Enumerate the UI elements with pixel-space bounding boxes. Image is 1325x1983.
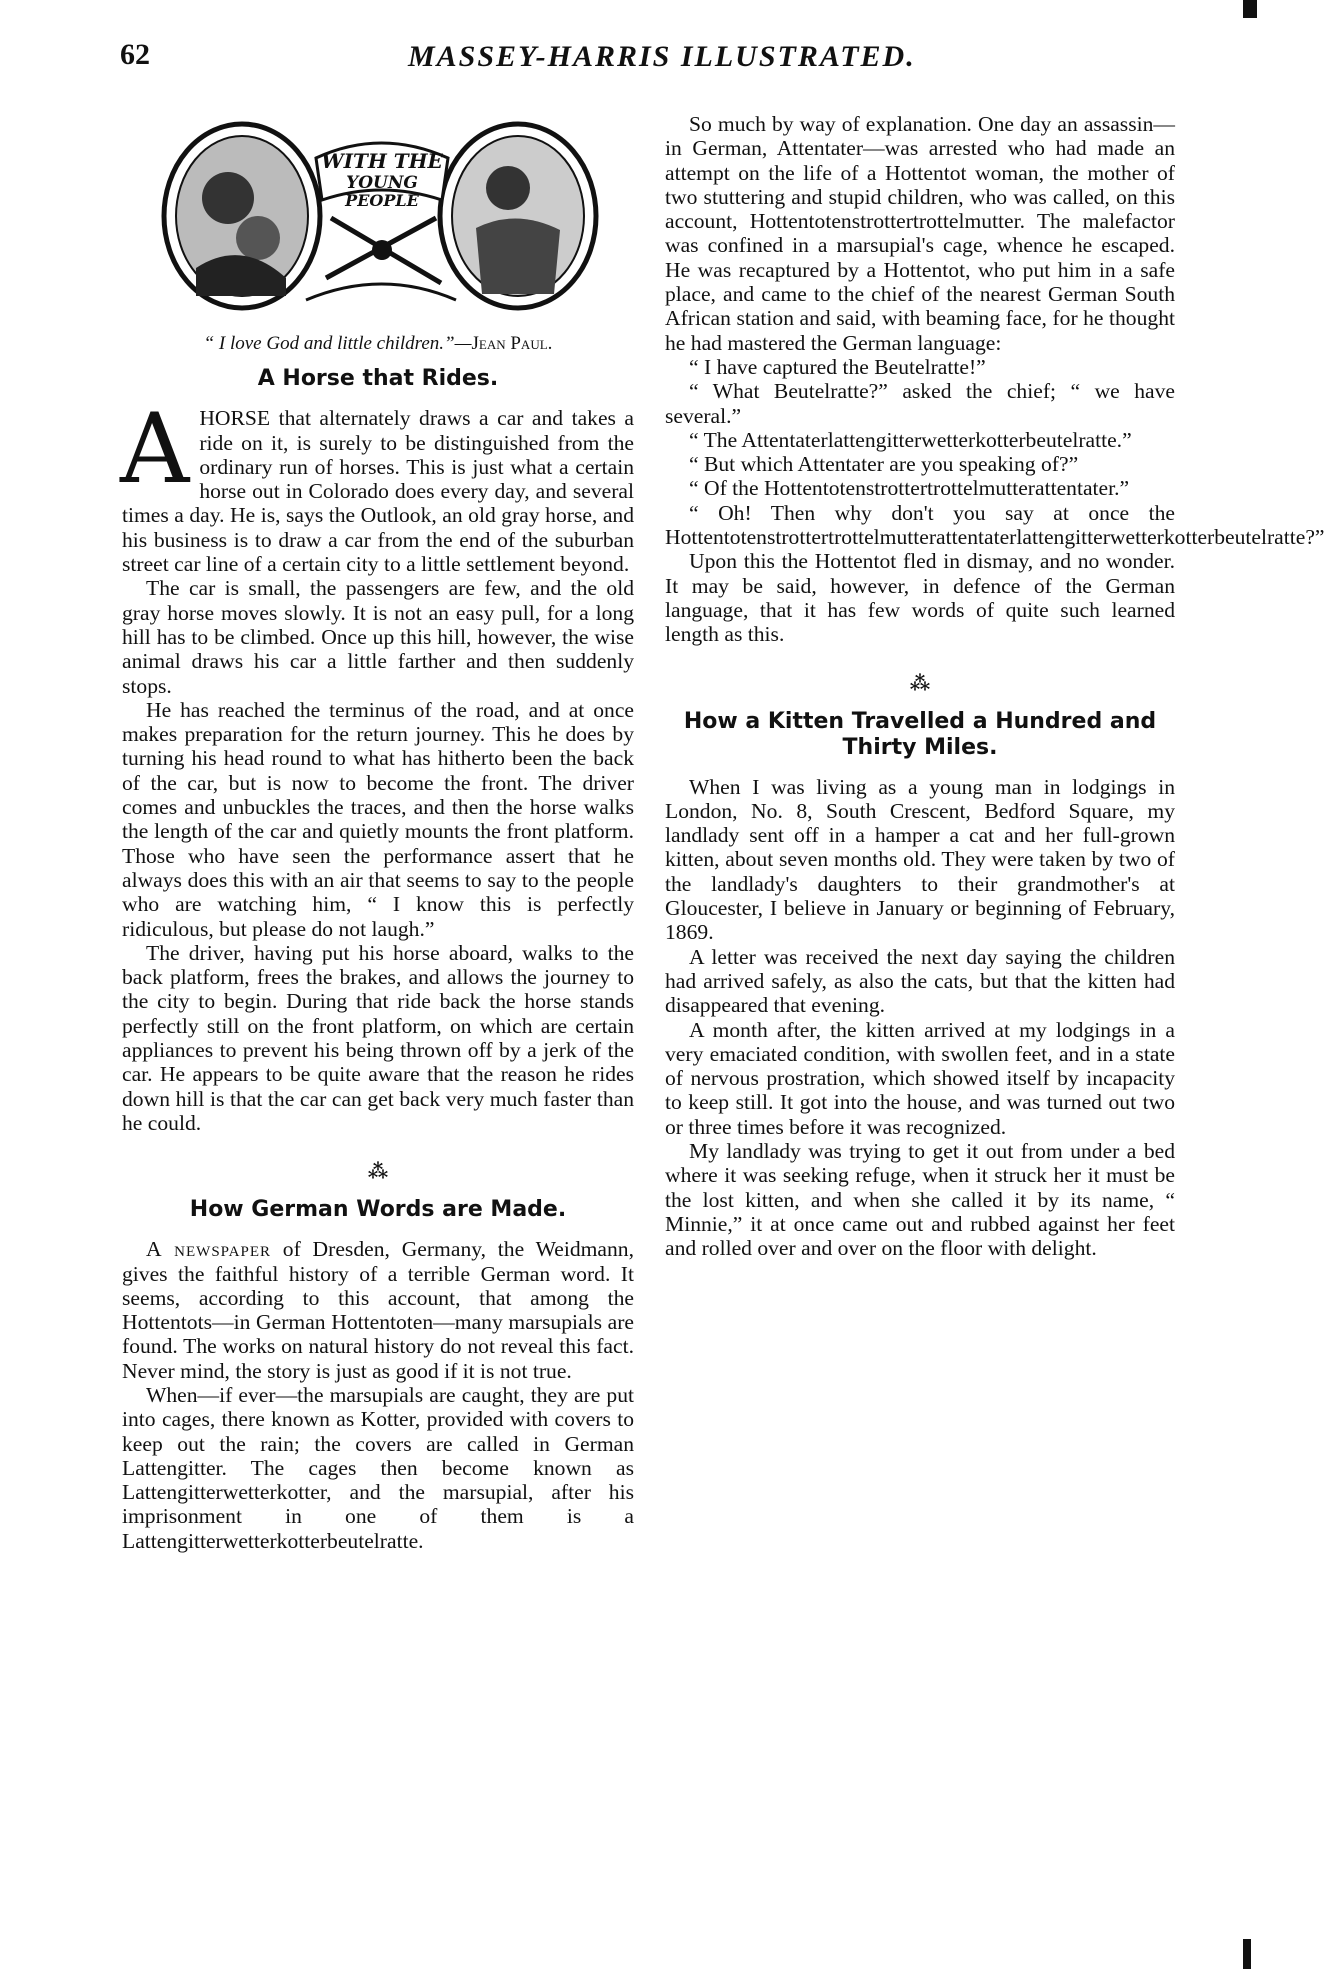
kitten-paragraph-2: A letter was received the next day saying the children had arrived safely, as also the cats, but that the kitten had disappeared that evening. <box>665 944 1175 1018</box>
running-title: MASSEY-HARRIS ILLUSTRATED. <box>408 40 916 73</box>
german-quote-3: “ The Attentaterlattengitterwetterkotterbeutelratte.” <box>689 427 1132 452</box>
left-column <box>122 108 634 1553</box>
horse-paragraph-2: The car is small, the passengers are few, and the old gray horse moves slowly. It is not an easy pull, for a long hill has to be climbed. Once up this hill, however, the wise animal draws his car a little farther and then suddenly stops. <box>122 576 634 698</box>
horse-paragraph-4: The driver, having put his horse aboard, walks to the back platform, frees the brakes, and allows the journey to the city to begin. During that ride back the horse stands perfectly still on the front platform, on which are certain appliances to prevent his being thrown off by a jerk of the car. He appears to be quite aware that the reason he rides down hill is that the car can get back very much faster than he could. <box>122 940 634 1135</box>
horse-paragraph-1 <box>120 393 634 577</box>
article-title-kitten: How a Kitten Travelled a Hundred and Thirty Miles. <box>683 708 1157 760</box>
kitten-paragraph-4: My landlady was trying to get it out from under a bed where it was seeking refuge, when it struck her it must be the lost kitten, and when she called it by its name, “ Minnie,” it at once came out and rubbed against her feet and rolled over and over on the floor with delight. <box>665 1138 1175 1261</box>
german-paragraph-1-text: of Dresden, Germany, the Weidmann, gives the faithful history of a terrible German word. It seems, according to this account, that among the Hottentots—in German Hottentoten—many marsupials are found. The works on natural history do not reveal this fact. Never mind, the story is just as good if it is not true. <box>122 1237 634 1383</box>
german-quote-2: “ What Beutelratte?” asked the chief; “ we have several.” <box>665 379 1175 428</box>
dropcap: A <box>120 393 190 506</box>
german-quote-5: “ Of the Hottentotenstrottertrottelmutterattentater.” <box>689 476 1130 501</box>
vignette-banner-line3: PEOPLE <box>345 191 419 210</box>
kitten-paragraph-1: When I was living as a young man in lodgings in London, No. 8, South Crescent, Bedford Square, my landlady sent off in a hamper a cat and her full-grown kitten, about seven months old. They were taken by two of the landlady's daughters to their grandmother's at Gloucester, I believe in January or beginning of February, 1869. <box>665 774 1175 945</box>
german-paragraph-1 <box>122 1237 634 1383</box>
german-paragraph-3: So much by way of explanation. One day an assassin—in German, Attentater—was arrested who had made an attempt on the life of a Hottentot woman, the mother of two stuttering and stupid children, who was called, on this account, Hottentotenstrottertrottelmutter. The malefactor was confined in a marsupial's cage, whence he escaped. He was recaptured by a Hottentot, who put him in a safe place, and came to the chief of the nearest German South African station and said, with beaming face, for he thought he had mastered the German language: <box>665 112 1175 355</box>
motto <box>122 332 634 356</box>
german-paragraph-2: When—if ever—the marsupials are caught, they are put into cages, there known as Kotter, provided with covers to keep out the rain; the covers are called in German Lattengitter. The cages then become known as Lattengitterwetterkotter, and the marsupial, after his imprisonment in one of them is a Lattengitterwetterkotterbeutelratte. <box>122 1382 634 1553</box>
section-ornament-2: ⁂ <box>909 672 931 695</box>
article-title-horse: A Horse that Rides. <box>257 366 499 392</box>
kitten-paragraph-3: A month after, the kitten arrived at my lodgings in a very emaciated condition, with swollen feet, and in a state of nervous prostration, which showed itself by incapacity to keep still. It got into the house, and was turned out two or three times before it was recognized. <box>665 1017 1175 1139</box>
german-quote-4: “ But which Attentater are you speaking of?” <box>689 452 1079 477</box>
scan-edge-mark <box>1243 0 1257 18</box>
german-paragraph-4: Upon this the Hottentot fled in dismay, and no wonder. It may be said, however, in defence of the German language, that it has few words of quite such learned length as this. <box>665 549 1175 647</box>
motto-author: Jean Paul. <box>471 333 553 354</box>
section-ornament: ⁂ <box>367 1161 389 1184</box>
vignette-banner-line1: WITH THE <box>321 149 443 173</box>
motto-quote: “ I love God and little children.”— <box>203 333 472 354</box>
young-people-vignette <box>156 118 606 314</box>
vignette-banner-line2: YOUNG <box>346 173 418 193</box>
horse-first-word: HORSE <box>199 406 271 431</box>
german-lead: A newspaper <box>146 1237 271 1262</box>
horse-paragraph-1-text: that alternately draws a car and takes a ride on it, is surely to be distinguished from the ordinary run of horses. This is just what a certain horse out in Colorado does every day, and several times a day. He is, says the Outlook, an old gray horse, and his business is to draw a car from the end of the suburban street car line of a certain city to a little settlement beyond. <box>122 406 634 577</box>
article-title-german: How German Words are Made. <box>189 1197 567 1223</box>
horse-paragraph-3: He has reached the terminus of the road, and at once makes preparation for the return journey. This he does by turning his head round to what has hitherto been the back of the car, but is now to become the front. The driver comes and unbuckles the traces, and then the horse walks the length of the car and quietly mounts the front platform. Those who have seen the performance assert that he always does this with an air that seems to say to the people who are watching him, “ I know this is perfectly ridiculous, but please do not laugh.” <box>122 697 634 941</box>
scan-edge-mark-bottom <box>1243 1939 1251 1969</box>
page-number: 62 <box>120 38 150 71</box>
german-quote-6: “ Oh! Then why don't you say at once the Hottentotenstrottertrottelmutterattentaterlattengitterwetterkotterbeutelratte?” <box>665 500 1325 550</box>
german-quote-1: “ I have captured the Beutelratte!” <box>689 354 986 379</box>
right-column <box>665 112 1325 1261</box>
